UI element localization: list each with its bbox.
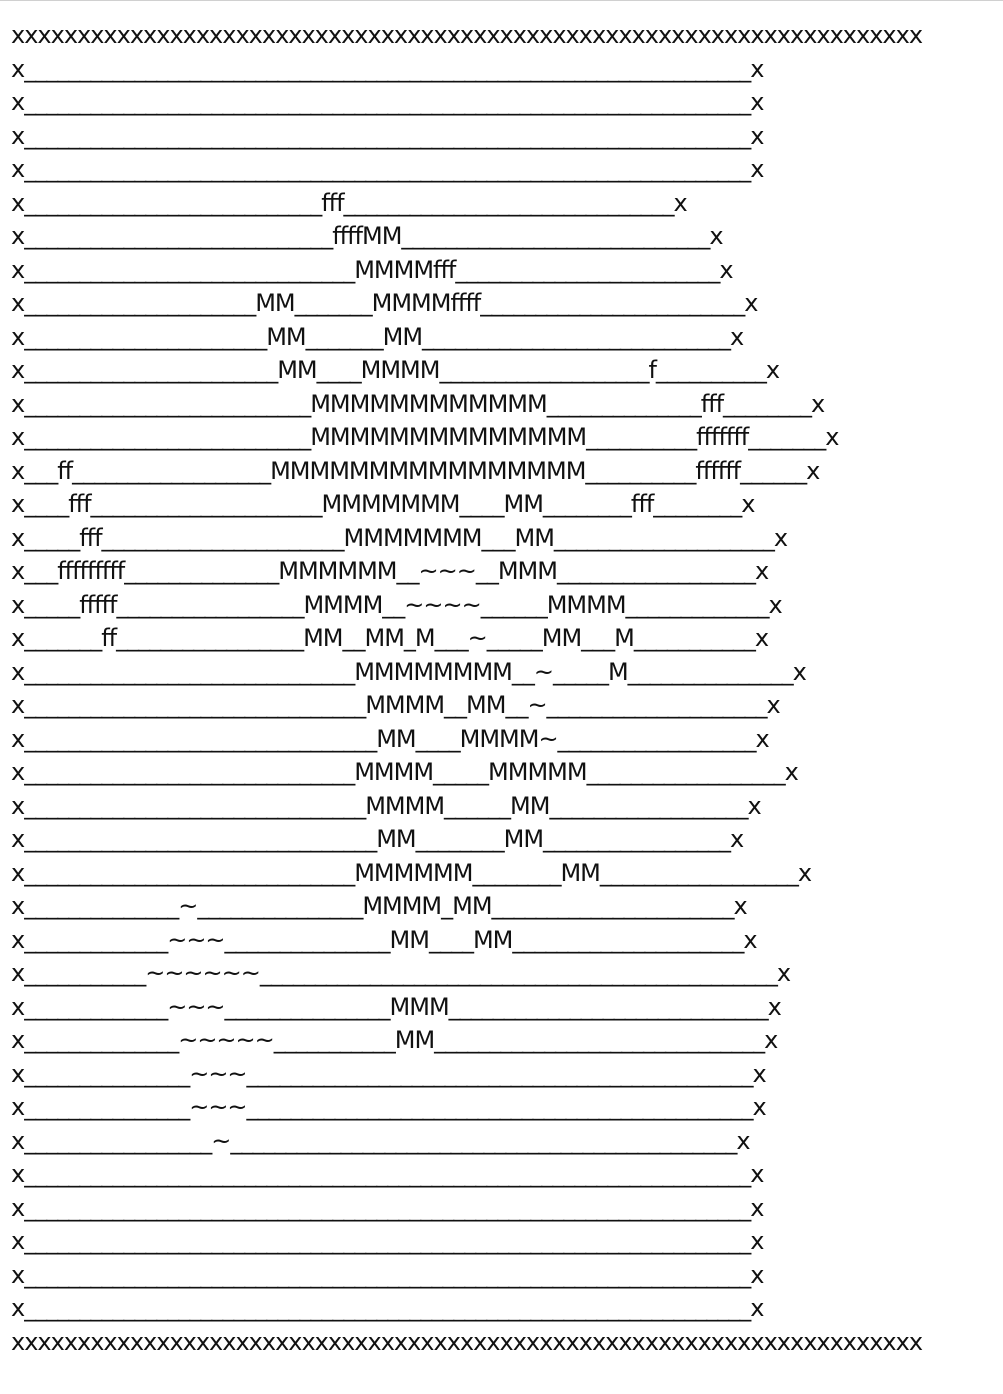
text-art-line: x_______ff_________________MM__MM_M___~_____MM___M___________x	[11, 624, 769, 652]
text-art-line: x__________________________________________________________________x	[11, 121, 764, 150]
text-art-line: xxxxxxxxxxxxxxxxxxxxxxxxxxxxxxxxxxxxxxxxxxxxxxxxxxxxxxxxxxxxxxxxxxxxx	[11, 21, 923, 49]
text-art-line: x____________________________ffffMM____________________________x	[11, 222, 723, 250]
text-art-line: x__________________________________________________________________x	[11, 1160, 764, 1188]
text-art-line: x___fffffffff______________MMMMMM__~~~__MMM__________________x	[11, 557, 769, 585]
text-art-line: x___ff__________________MMMMMMMMMMMMMMMM__________ffffff______x	[11, 456, 820, 485]
text-art-line: x_____________~~~_______________MMM_____________________________x	[11, 992, 781, 1021]
text-art-line: x__________________________________________________________________x	[11, 1193, 764, 1222]
text-art-line: x________________________________MM____MMMM~__________________x	[11, 724, 769, 753]
text-art-line: x______________~~~~~___________MM______________________________x	[11, 1026, 778, 1054]
text-art-line: x__________________________________________________________________x	[11, 155, 764, 183]
text-art-line: x______________________________MMMMMMMM__~_____M_______________x	[11, 657, 806, 686]
text-art-line: x__________________________________________________________________x	[11, 88, 764, 116]
text-art-line: x___________~~~~~~_______________________________________________x	[11, 959, 791, 987]
text-art-line: x______________________MM_______MM____________________________x	[11, 322, 744, 351]
text-art-line: x_____fff______________________MMMMMMM___MM____________________x	[11, 523, 788, 552]
text-art-line: x__________________________________________________________________x	[11, 1260, 764, 1289]
text-art-line: x__________________________________________________________________x	[11, 1227, 764, 1255]
text-art-line: x______________________________MMMMMM________MM__________________x	[11, 858, 812, 887]
text-art-line: x_______________________________MMMM__MM__~____________________x	[11, 691, 780, 719]
text-art-line: x_____fffff_________________MMMM__~~~~______MMMM_____________x	[11, 590, 782, 619]
text-art-line: x_______________~~~______________________________________________x	[11, 1093, 766, 1121]
text-art-line: x______________________________MMMMfff________________________x	[11, 255, 733, 284]
text-art-line: x_______________________MM____MMMM___________________f__________x	[11, 356, 780, 384]
text-art-line: x__________________________________________________________________x	[11, 54, 764, 83]
text-art-line: x_____________________MM_______MMMMffff________________________x	[11, 289, 758, 317]
text-art-line: x__________________________MMMMMMMMMMMM______________fff________x	[11, 389, 825, 418]
text-art-line: x_______________________________MMMM______MM__________________x	[11, 791, 761, 820]
text-art-line: x_________________~______________________________________________x	[11, 1126, 750, 1155]
text-art-line: xxxxxxxxxxxxxxxxxxxxxxxxxxxxxxxxxxxxxxxxxxxxxxxxxxxxxxxxxxxxxxxxxxxxx	[11, 1327, 923, 1356]
text-art-line: x_____________~~~_______________MM____MM_____________________x	[11, 925, 757, 954]
text-art-block	[11, 19, 922, 1359]
text-art-line: x_______________~~~______________________________________________x	[11, 1059, 766, 1088]
text-art-line: x____fff_____________________MMMMMMM____MM________fff________x	[11, 490, 755, 518]
text-art-line: x______________________________MMMM_____MMMMM__________________x	[11, 758, 798, 786]
text-art-line: x__________________________________________________________________x	[11, 1294, 764, 1322]
text-art-line: x___________________________fff______________________________x	[11, 188, 687, 217]
text-art-line: x______________~_______________MMMM_MM______________________x	[11, 892, 747, 920]
text-art-line: x________________________________MM________MM_________________x	[11, 825, 744, 853]
text-art-line: x__________________________MMMMMMMMMMMMMM__________fffffff_______x	[11, 423, 839, 451]
